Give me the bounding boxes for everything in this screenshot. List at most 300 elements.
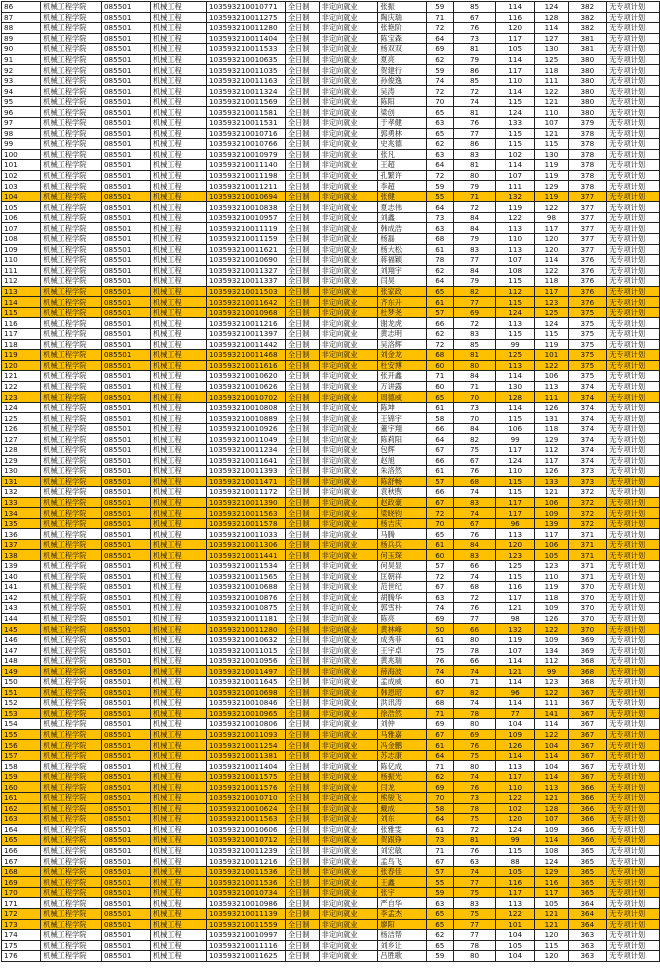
plan-cell: 无专项计划 [607, 276, 660, 287]
english-score: 83 [454, 149, 496, 160]
exam-id-cell: 103593210011531 [206, 118, 285, 129]
subject2-score: 118 [535, 276, 568, 287]
study-mode-cell: 全日制 [285, 381, 319, 392]
major-cell: 机械工程 [150, 118, 206, 129]
english-score: 82 [454, 286, 496, 297]
exam-id-cell: 103593210011035 [206, 65, 285, 76]
subject1-score: 98 [496, 613, 535, 624]
employment-cell: 非定向就业 [319, 223, 378, 234]
study-mode-cell: 全日制 [285, 276, 319, 287]
college-cell: 机械工程学院 [41, 687, 102, 698]
major-cell: 机械工程 [150, 107, 206, 118]
english-score: 72 [454, 592, 496, 603]
rank-cell: 169 [2, 877, 41, 888]
rank-cell: 128 [2, 444, 41, 455]
college-cell: 机械工程学院 [41, 550, 102, 561]
politics-score: 65 [426, 286, 454, 297]
subject1-score: 125 [496, 350, 535, 361]
name-cell: 袁秋煦 [378, 487, 426, 498]
english-score: 76 [454, 740, 496, 751]
politics-score: 64 [426, 202, 454, 213]
exam-id-cell: 103593210011533 [206, 44, 285, 55]
total-score: 367 [568, 761, 606, 772]
major-cell: 机械工程 [150, 160, 206, 171]
study-mode-cell: 全日制 [285, 255, 319, 266]
name-cell: 陈莉阳 [378, 434, 426, 445]
major-code-cell: 085501 [101, 139, 150, 150]
rank-cell: 156 [2, 740, 41, 751]
subject2-score: 114 [535, 771, 568, 782]
study-mode-cell: 全日制 [285, 687, 319, 698]
english-score: 75 [454, 909, 496, 920]
exam-id-cell: 103593210011381 [206, 750, 285, 761]
employment-cell: 非定向就业 [319, 613, 378, 624]
major-code-cell: 085501 [101, 571, 150, 582]
major-cell: 机械工程 [150, 771, 206, 782]
name-cell: 赵政豪 [378, 497, 426, 508]
college-cell: 机械工程学院 [41, 181, 102, 192]
politics-score: 61 [426, 824, 454, 835]
major-code-cell: 085501 [101, 624, 150, 635]
major-cell: 机械工程 [150, 413, 206, 424]
table-row [2, 423, 660, 434]
plan-cell: 无专项计划 [607, 350, 660, 361]
table-row [2, 582, 660, 593]
table-row [2, 750, 660, 761]
politics-score: 62 [426, 930, 454, 941]
subject2-score: 98 [535, 212, 568, 223]
exam-id-cell: 103593210011625 [206, 951, 285, 962]
study-mode-cell: 全日制 [285, 592, 319, 603]
politics-score: 64 [426, 160, 454, 171]
politics-score: 65 [426, 392, 454, 403]
english-score: 74 [454, 771, 496, 782]
subject1-score: 105 [496, 866, 535, 877]
table-row [2, 202, 660, 213]
subject2-score: 119 [535, 191, 568, 202]
major-code-cell: 085501 [101, 307, 150, 318]
college-cell: 机械工程学院 [41, 698, 102, 709]
employment-cell: 非定向就业 [319, 360, 378, 371]
study-mode-cell: 全日制 [285, 550, 319, 561]
subject2-score: 123 [535, 677, 568, 688]
employment-cell: 非定向就业 [319, 160, 378, 171]
plan-cell: 无专项计划 [607, 371, 660, 382]
study-mode-cell: 全日制 [285, 12, 319, 23]
major-code-cell: 085501 [101, 708, 150, 719]
major-code-cell: 085501 [101, 44, 150, 55]
table-row [2, 255, 660, 266]
name-cell: 包辉 [378, 444, 426, 455]
subject2-score: 126 [535, 613, 568, 624]
major-code-cell: 085501 [101, 118, 150, 129]
subject1-score: 115 [496, 276, 535, 287]
subject2-score: 119 [535, 170, 568, 181]
subject1-score: 115 [496, 487, 535, 498]
major-cell: 机械工程 [150, 339, 206, 350]
total-score: 374 [568, 423, 606, 434]
college-cell: 机械工程学院 [41, 677, 102, 688]
politics-score: 64 [426, 276, 454, 287]
employment-cell: 非定向就业 [319, 12, 378, 23]
total-score: 378 [568, 149, 606, 160]
exam-id-cell: 103593210011503 [206, 286, 285, 297]
subject2-score: 124 [535, 2, 568, 13]
major-code-cell: 085501 [101, 455, 150, 466]
subject1-score: 99 [496, 339, 535, 350]
english-score: 76 [454, 845, 496, 856]
english-score: 66 [454, 624, 496, 635]
employment-cell: 非定向就业 [319, 276, 378, 287]
table-row [2, 23, 660, 34]
study-mode-cell: 全日制 [285, 824, 319, 835]
plan-cell: 无专项计划 [607, 793, 660, 804]
plan-cell: 无专项计划 [607, 550, 660, 561]
plan-cell: 无专项计划 [607, 23, 660, 34]
table-row [2, 96, 660, 107]
total-score: 367 [568, 740, 606, 751]
college-cell: 机械工程学院 [41, 518, 102, 529]
table-row [2, 487, 660, 498]
table-row [2, 761, 660, 772]
politics-score: 65 [426, 940, 454, 951]
employment-cell: 非定向就业 [319, 328, 378, 339]
politics-score: 59 [426, 2, 454, 13]
college-cell: 机械工程学院 [41, 350, 102, 361]
subject1-score: 117 [496, 33, 535, 44]
english-score: 79 [454, 181, 496, 192]
politics-score: 63 [426, 149, 454, 160]
subject2-score: 131 [535, 413, 568, 424]
employment-cell: 非定向就业 [319, 824, 378, 835]
major-cell: 机械工程 [150, 613, 206, 624]
exam-id-cell: 103593210011116 [206, 940, 285, 951]
major-code-cell: 085501 [101, 856, 150, 867]
major-cell: 机械工程 [150, 487, 206, 498]
employment-cell: 非定向就业 [319, 86, 378, 97]
table-row [2, 107, 660, 118]
english-score: 77 [454, 930, 496, 941]
subject1-score: 113 [496, 761, 535, 772]
subject2-score: 104 [535, 761, 568, 772]
politics-score: 62 [426, 54, 454, 65]
major-code-cell: 085501 [101, 550, 150, 561]
college-cell: 机械工程学院 [41, 371, 102, 382]
subject2-score: 117 [535, 529, 568, 540]
employment-cell: 非定向就业 [319, 677, 378, 688]
rank-cell: 95 [2, 96, 41, 107]
major-cell: 机械工程 [150, 307, 206, 318]
exam-id-cell: 103593210010806 [206, 719, 285, 730]
plan-cell: 无专项计划 [607, 328, 660, 339]
english-score: 81 [454, 44, 496, 55]
table-row [2, 444, 660, 455]
major-code-cell: 085501 [101, 234, 150, 245]
exam-id-cell: 103593210011534 [206, 560, 285, 571]
exam-id-cell: 103593210011280 [206, 23, 285, 34]
study-mode-cell: 全日制 [285, 23, 319, 34]
plan-cell: 无专项计划 [607, 782, 660, 793]
major-cell: 机械工程 [150, 634, 206, 645]
name-cell: 杜安博 [378, 360, 426, 371]
table-row [2, 898, 660, 909]
college-cell: 机械工程学院 [41, 539, 102, 550]
table-row [2, 919, 660, 930]
subject2-score: 126 [535, 466, 568, 477]
college-cell: 机械工程学院 [41, 803, 102, 814]
politics-score: 68 [426, 350, 454, 361]
english-score: 75 [454, 444, 496, 455]
subject2-score: 118 [535, 65, 568, 76]
subject1-score: 111 [496, 181, 535, 192]
english-score: 74 [454, 866, 496, 877]
rank-cell: 149 [2, 666, 41, 677]
major-cell: 机械工程 [150, 550, 206, 561]
exam-id-cell: 103593210011441 [206, 550, 285, 561]
subject2-score: 118 [535, 423, 568, 434]
study-mode-cell: 全日制 [285, 634, 319, 645]
major-code-cell: 085501 [101, 613, 150, 624]
table-row [2, 381, 660, 392]
politics-score: 66 [426, 487, 454, 498]
subject1-score: 115 [496, 413, 535, 424]
subject1-score: 107 [496, 170, 535, 181]
name-cell: 陈亿成 [378, 761, 426, 772]
rank-cell: 100 [2, 149, 41, 160]
plan-cell: 无专项计划 [607, 170, 660, 181]
employment-cell: 非定向就业 [319, 571, 378, 582]
employment-cell: 非定向就业 [319, 149, 378, 160]
name-cell: 马雅嘉 [378, 729, 426, 740]
subject2-score: 129 [535, 434, 568, 445]
name-cell: 陈坤 [378, 402, 426, 413]
subject2-score: 121 [535, 909, 568, 920]
study-mode-cell: 全日制 [285, 181, 319, 192]
table-row [2, 877, 660, 888]
major-cell: 机械工程 [150, 86, 206, 97]
major-code-cell: 085501 [101, 835, 150, 846]
employment-cell: 非定向就业 [319, 497, 378, 508]
total-score: 374 [568, 434, 606, 445]
politics-score: 61 [426, 539, 454, 550]
employment-cell: 非定向就业 [319, 803, 378, 814]
total-score: 364 [568, 898, 606, 909]
rank-cell: 132 [2, 487, 41, 498]
exam-id-cell: 103593210010626 [206, 381, 285, 392]
college-cell: 机械工程学院 [41, 466, 102, 477]
major-cell: 机械工程 [150, 371, 206, 382]
plan-cell: 无专项计划 [607, 624, 660, 635]
table-row [2, 930, 660, 941]
plan-cell: 无专项计划 [607, 539, 660, 550]
exam-id-cell: 103593210011306 [206, 539, 285, 550]
english-score: 74 [454, 666, 496, 677]
total-score: 367 [568, 708, 606, 719]
major-code-cell: 085501 [101, 529, 150, 540]
subject1-score: 113 [496, 360, 535, 371]
name-cell: 成秀菲 [378, 634, 426, 645]
major-cell: 机械工程 [150, 191, 206, 202]
study-mode-cell: 全日制 [285, 286, 319, 297]
total-score: 377 [568, 212, 606, 223]
employment-cell: 非定向就业 [319, 814, 378, 825]
major-code-cell: 085501 [101, 434, 150, 445]
study-mode-cell: 全日制 [285, 582, 319, 593]
rank-cell: 108 [2, 234, 41, 245]
college-cell: 机械工程学院 [41, 729, 102, 740]
exam-id-cell: 103593210010712 [206, 835, 285, 846]
total-score: 365 [568, 887, 606, 898]
total-score: 368 [568, 677, 606, 688]
study-mode-cell: 全日制 [285, 814, 319, 825]
rank-cell: 174 [2, 930, 41, 941]
english-score: 84 [454, 371, 496, 382]
total-score: 371 [568, 571, 606, 582]
college-cell: 机械工程学院 [41, 592, 102, 603]
total-score: 374 [568, 455, 606, 466]
politics-score: 61 [426, 634, 454, 645]
subject1-score: 109 [496, 729, 535, 740]
total-score: 374 [568, 392, 606, 403]
major-cell: 机械工程 [150, 466, 206, 477]
plan-cell: 无专项计划 [607, 497, 660, 508]
politics-score: 67 [426, 687, 454, 698]
plan-cell: 无专项计划 [607, 824, 660, 835]
plan-cell: 无专项计划 [607, 940, 660, 951]
subject1-score: 113 [496, 223, 535, 234]
rank-cell: 155 [2, 729, 41, 740]
total-score: 381 [568, 33, 606, 44]
rank-cell: 159 [2, 771, 41, 782]
total-score: 377 [568, 223, 606, 234]
name-cell: 苏志康 [378, 750, 426, 761]
major-cell: 机械工程 [150, 782, 206, 793]
college-cell: 机械工程学院 [41, 297, 102, 308]
exam-id-cell: 103593210011140 [206, 160, 285, 171]
politics-score: 66 [426, 455, 454, 466]
subject1-score: 113 [496, 318, 535, 329]
study-mode-cell: 全日制 [285, 476, 319, 487]
name-cell: 张雅雯 [378, 824, 426, 835]
employment-cell: 非定向就业 [319, 529, 378, 540]
english-score: 73 [454, 33, 496, 44]
college-cell: 机械工程学院 [41, 487, 102, 498]
study-mode-cell: 全日制 [285, 909, 319, 920]
major-code-cell: 085501 [101, 328, 150, 339]
plan-cell: 无专项计划 [607, 719, 660, 730]
english-score: 80 [454, 170, 496, 181]
rank-cell: 130 [2, 466, 41, 477]
subject2-score: 122 [535, 687, 568, 698]
total-score: 372 [568, 497, 606, 508]
employment-cell: 非定向就业 [319, 603, 378, 614]
subject2-score: 122 [535, 729, 568, 740]
subject1-score: 110 [496, 782, 535, 793]
name-cell: 黄志明 [378, 328, 426, 339]
employment-cell: 非定向就业 [319, 54, 378, 65]
politics-score: 60 [426, 360, 454, 371]
subject1-score: 117 [496, 444, 535, 455]
subject1-score: 106 [496, 423, 535, 434]
rank-cell: 154 [2, 719, 41, 730]
college-cell: 机械工程学院 [41, 191, 102, 202]
subject1-score: 120 [496, 23, 535, 34]
politics-score: 57 [426, 866, 454, 877]
major-code-cell: 085501 [101, 592, 150, 603]
english-score: 77 [454, 613, 496, 624]
plan-cell: 无专项计划 [607, 381, 660, 392]
politics-score: 65 [426, 919, 454, 930]
major-code-cell: 085501 [101, 244, 150, 255]
plan-cell: 无专项计划 [607, 603, 660, 614]
employment-cell: 非定向就业 [319, 729, 378, 740]
exam-id-cell: 103593210011404 [206, 761, 285, 772]
politics-score: 64 [426, 750, 454, 761]
college-cell: 机械工程学院 [41, 529, 102, 540]
table-row [2, 2, 660, 13]
employment-cell: 非定向就业 [319, 392, 378, 403]
rank-cell: 117 [2, 328, 41, 339]
plan-cell: 无专项计划 [607, 740, 660, 751]
table-row [2, 455, 660, 466]
subject1-score: 110 [496, 466, 535, 477]
exam-id-cell: 103593210011337 [206, 276, 285, 287]
rank-cell: 124 [2, 402, 41, 413]
table-row [2, 212, 660, 223]
subject2-score: 119 [535, 582, 568, 593]
major-code-cell: 085501 [101, 392, 150, 403]
table-row [2, 866, 660, 877]
college-cell: 机械工程学院 [41, 835, 102, 846]
college-cell: 机械工程学院 [41, 265, 102, 276]
subject2-score: 116 [535, 877, 568, 888]
subject2-score: 139 [535, 518, 568, 529]
name-cell: 何昊显 [378, 560, 426, 571]
college-cell: 机械工程学院 [41, 65, 102, 76]
college-cell: 机械工程学院 [41, 307, 102, 318]
table-row [2, 634, 660, 645]
exam-id-cell: 103593210010965 [206, 708, 285, 719]
subject1-score: 112 [496, 286, 535, 297]
study-mode-cell: 全日制 [285, 919, 319, 930]
politics-score: 59 [426, 887, 454, 898]
subject1-score: 122 [496, 793, 535, 804]
plan-cell: 无专项计划 [607, 118, 660, 129]
subject1-score: 117 [496, 497, 535, 508]
subject2-score: 112 [535, 655, 568, 666]
plan-cell: 无专项计划 [607, 708, 660, 719]
exam-id-cell: 103593210011234 [206, 444, 285, 455]
study-mode-cell: 全日制 [285, 234, 319, 245]
rank-cell: 161 [2, 793, 41, 804]
employment-cell: 非定向就业 [319, 255, 378, 266]
rank-cell: 90 [2, 44, 41, 55]
college-cell: 机械工程学院 [41, 118, 102, 129]
rank-cell: 103 [2, 181, 41, 192]
name-cell: 何玉琛 [378, 550, 426, 561]
exam-id-cell: 103593210011390 [206, 497, 285, 508]
study-mode-cell: 全日制 [285, 96, 319, 107]
subject1-score: 120 [496, 539, 535, 550]
plan-cell: 无专项计划 [607, 750, 660, 761]
major-code-cell: 085501 [101, 33, 150, 44]
total-score: 370 [568, 603, 606, 614]
major-code-cell: 085501 [101, 845, 150, 856]
total-score: 375 [568, 339, 606, 350]
subject1-score: 132 [496, 624, 535, 635]
subject1-score: 114 [496, 402, 535, 413]
english-score: 77 [454, 255, 496, 266]
